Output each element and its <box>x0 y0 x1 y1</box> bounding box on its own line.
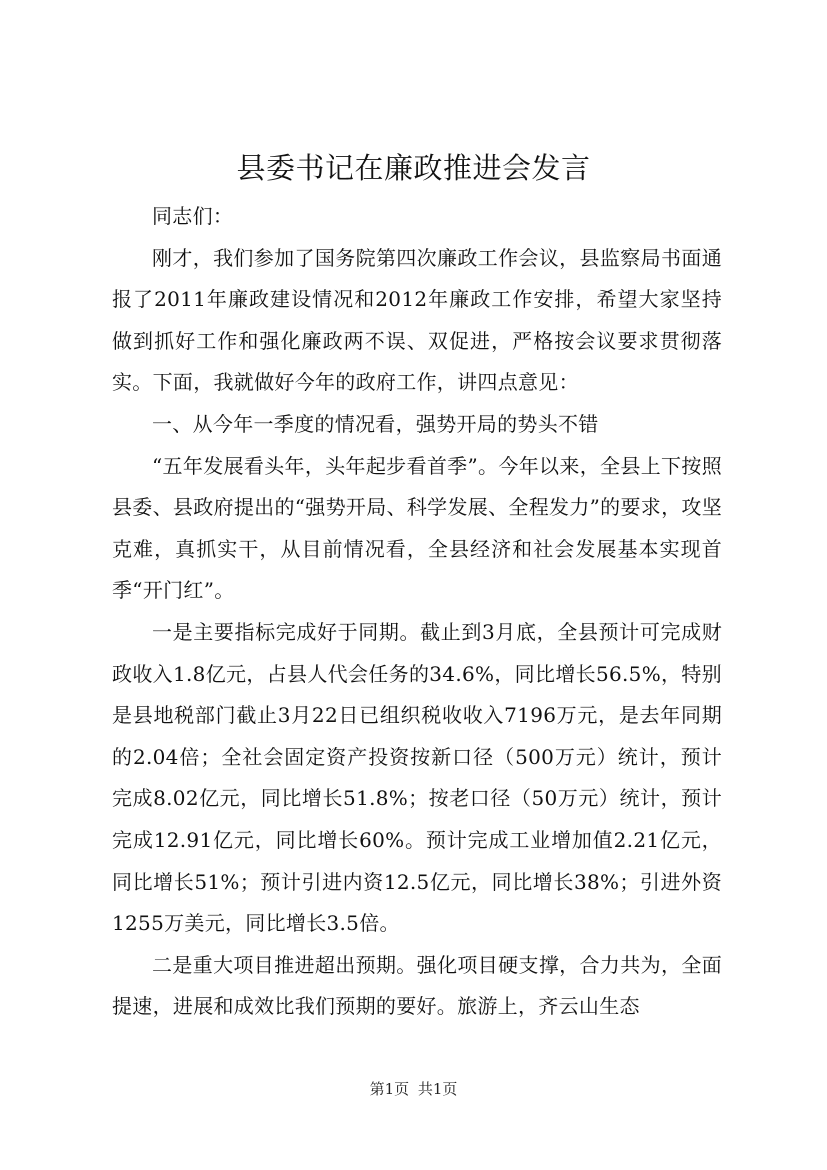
indicators-paragraph: 一是主要指标完成好于同期。截止到3月底，全县预计可完成财政收入1.8亿元，占县人代会任务的34.6%，同比增长56.5%，特别是县地税部门截止3月22日已组织税收收入7196万元，是去年同期的2.04倍；全社会固定资产投资按新口径（500万元）统计，预计完成8.02亿元，同比增长51.8%；按老口径（50万元）统计，预计完成12.91亿元，同比增长60%。预计完成工业增加值2.21亿元，同比增长51%；预计引进内资12.5亿元，同比增长38%；引进外资1255万美元，同比增长3.5倍。 <box>112 619 722 936</box>
document-title: 县委书记在廉政推进会发言 <box>236 151 591 185</box>
page-number: 第1页 <box>369 1080 410 1098</box>
projects-paragraph: 二是重大项目推进超出预期。强化项目硬支撑，合力共为，全面提速，进展和成效比我们预期的要好。旅游上，齐云山生态 <box>112 952 722 1019</box>
opening-paragraph: 刚才，我们参加了国务院第四次廉政工作会议，县监察局书面通报了2011年廉政建设情况和2012年廉政工作安排，希望大家坚持做到抓好工作和强化廉政两不误、双促进，严格按会议要求贯彻落实。下面，我就做好今年的政府工作，讲四点意见： <box>112 245 722 395</box>
salutation-paragraph: 同志们： <box>152 204 234 228</box>
overview-paragraph: “五年发展看头年，头年起步看首季”。今年以来，全县上下按照县委、县政府提出的“强势开局、科学发展、全程发力”的要求，攻坚克难，真抓实干，从目前情况看，全县经济和社会发展基本实现首季“开门红”。 <box>112 453 722 603</box>
page-total: 共1页 <box>417 1080 458 1098</box>
document-body <box>112 196 722 1028</box>
page-footer <box>0 1079 827 1099</box>
section-heading-1: 一、从今年一季度的情况看，强势开局的势头不错 <box>152 411 599 436</box>
